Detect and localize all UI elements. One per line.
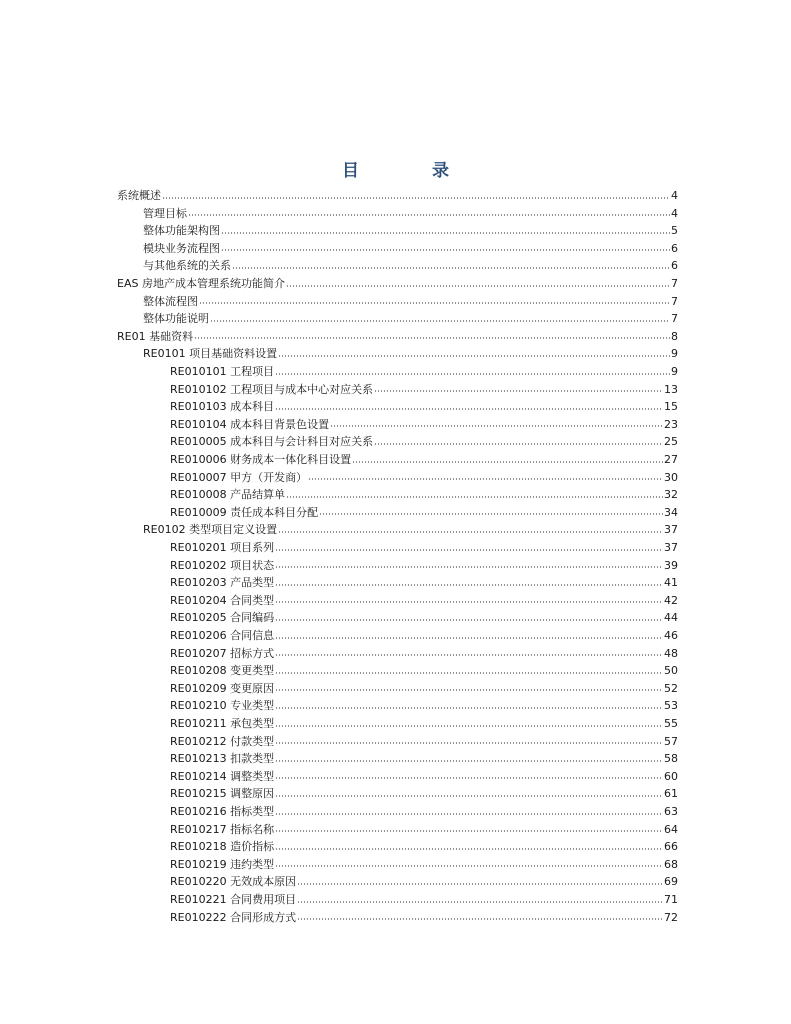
toc-entry-title: 与其他系统的关系: [143, 259, 231, 273]
toc-entry-title: RE010102 工程项目与成本中心对应关系: [170, 382, 374, 396]
toc-leader-dots: [275, 671, 663, 675]
toc-entry-title: RE010217 指标名称: [170, 822, 275, 836]
toc-leader-dots: [319, 512, 663, 516]
toc-leader-dots: [275, 864, 663, 868]
toc-entry-page-number: 27: [664, 453, 678, 466]
toc-leader-dots: [275, 741, 663, 745]
toc-entry-title: RE010104 成本科目背景色设置: [170, 417, 330, 431]
toc-entry-page-number: 32: [664, 488, 678, 502]
toc-leader-dots: [275, 776, 663, 780]
toc-entry-title: RE010220 无效成本原因: [170, 875, 297, 889]
toc-entry[interactable]: [170, 680, 678, 698]
toc-entry-title: RE010213 扣款类型: [170, 752, 275, 766]
toc-entry-page-number: 15: [664, 400, 678, 414]
toc-entry-page-number: 61: [664, 787, 678, 801]
toc-leader-dots: [275, 407, 663, 411]
toc-entry-page-number: 72: [664, 910, 678, 924]
toc-leader-dots: [330, 424, 663, 428]
toc-entry-page-number: 57: [664, 734, 678, 748]
toc-entry-page-number: 8: [671, 329, 678, 343]
toc-entry-page-number: 9: [671, 347, 678, 361]
toc-entry[interactable]: [170, 574, 678, 592]
toc-leader-dots: [199, 301, 670, 305]
toc-entry-title: RE010205 合同编码: [170, 611, 275, 625]
toc-entry-page-number: 63: [664, 805, 678, 818]
toc-entry-title: RE0102 类型项目定义设置: [143, 523, 278, 537]
toc-entry-page-number: 30: [664, 470, 678, 484]
toc-leader-dots: [188, 213, 670, 217]
toc-entry[interactable]: [170, 768, 678, 786]
toc-entry[interactable]: [170, 645, 678, 663]
toc-leader-dots: [275, 847, 663, 851]
toc-entry-title: RE010202 项目状态: [170, 558, 275, 572]
toc-entry-page-number: 23: [664, 417, 678, 431]
toc-entry[interactable]: [170, 821, 678, 839]
toc-entry[interactable]: [170, 486, 678, 504]
toc-entry[interactable]: [170, 785, 678, 803]
toc-entry-title: RE010216 指标类型: [170, 805, 275, 818]
toc-entry[interactable]: [170, 697, 678, 715]
toc-entry-page-number: 9: [671, 365, 678, 378]
toc-entry[interactable]: [143, 293, 678, 311]
toc-leader-dots: [275, 600, 663, 604]
toc-leader-dots: [275, 794, 663, 798]
toc-entry-page-number: 13: [664, 382, 678, 396]
toc-entry-page-number: 71: [664, 893, 678, 906]
toc-leader-dots: [278, 354, 670, 358]
toc-leader-dots: [275, 829, 663, 833]
toc-entry[interactable]: [170, 381, 678, 399]
toc-entry[interactable]: [143, 240, 678, 258]
toc-entry-title: RE010204 合同类型: [170, 593, 275, 607]
toc-entry[interactable]: [143, 257, 678, 275]
toc-leader-dots: [297, 900, 663, 904]
toc-entry-page-number: 37: [664, 541, 678, 554]
toc-entry-page-number: 58: [664, 752, 678, 766]
toc-leader-dots: [194, 336, 670, 340]
page-title-char-1: 目: [342, 161, 359, 181]
toc-leader-dots: [221, 231, 670, 235]
toc-entry-title: RE010219 违约类型: [170, 857, 275, 871]
toc-entry[interactable]: [170, 592, 678, 610]
toc-entry-page-number: 39: [664, 558, 678, 572]
toc-entry-page-number: 52: [664, 681, 678, 695]
toc-leader-dots: [232, 266, 670, 270]
toc-leader-dots: [275, 583, 663, 587]
toc-entry[interactable]: [170, 891, 678, 909]
toc-entry-page-number: 50: [664, 664, 678, 678]
toc-entry[interactable]: [117, 187, 678, 205]
toc-entry-title: 系统概述: [117, 189, 161, 202]
toc-leader-dots: [286, 495, 663, 499]
toc-entry[interactable]: [170, 416, 678, 434]
toc-entry-title: 整体功能说明: [143, 312, 209, 326]
toc-entry-page-number: 6: [671, 259, 678, 273]
toc-leader-dots: [286, 284, 670, 288]
toc-entry-title: RE010212 付款类型: [170, 734, 275, 748]
toc-entry[interactable]: [117, 328, 678, 346]
toc-entry[interactable]: [170, 504, 678, 522]
toc-entry[interactable]: [170, 469, 678, 487]
toc-entry[interactable]: [170, 662, 678, 680]
toc-leader-dots: [210, 319, 670, 323]
toc-entry-title: RE010208 变更类型: [170, 664, 275, 678]
toc-entry-title: RE01 基础资料: [117, 329, 194, 343]
toc-entry[interactable]: [143, 521, 678, 539]
toc-entry-page-number: 44: [664, 611, 678, 625]
toc-entry-title: RE010201 项目系列: [170, 541, 275, 554]
toc-entry-title: RE010006 财务成本一体化科目设置: [170, 453, 352, 466]
toc-entry-title: RE010203 产品类型: [170, 576, 275, 590]
toc-entry-page-number: 7: [671, 312, 678, 326]
toc-entry-title: EAS 房地产成本管理系统功能简介: [117, 277, 285, 290]
toc-entry[interactable]: [170, 856, 678, 874]
toc-leader-dots: [275, 636, 663, 640]
toc-entry-title: RE010009 责任成本科目分配: [170, 505, 319, 519]
toc-entry-title: 模块业务流程图: [143, 241, 220, 255]
toc-entry-page-number: 7: [671, 294, 678, 308]
toc-leader-dots: [275, 618, 663, 622]
toc-entry-page-number: 6: [671, 241, 678, 255]
toc-entry[interactable]: [170, 909, 678, 927]
toc-entry[interactable]: [170, 363, 678, 381]
toc-entry-page-number: 25: [664, 435, 678, 449]
page-title-char-2: 录: [432, 161, 449, 181]
toc-entry-title: RE010008 产品结算单: [170, 488, 286, 502]
toc-entry[interactable]: [170, 609, 678, 627]
toc-entry[interactable]: [170, 715, 678, 733]
page-title: [0, 160, 791, 182]
toc-leader-dots: [275, 372, 670, 376]
toc-leader-dots: [275, 812, 663, 816]
toc-entry-title: RE010215 调整原因: [170, 787, 275, 801]
toc-leader-dots: [352, 460, 663, 464]
toc-entry-title: RE0101 项目基础资料设置: [143, 347, 278, 361]
toc-entry-title: RE010210 专业类型: [170, 699, 275, 713]
toc-entry-page-number: 5: [671, 224, 678, 238]
toc-entry-page-number: 37: [664, 523, 678, 537]
toc-entry-title: RE010214 调整类型: [170, 769, 275, 783]
toc-entry-title: RE010101 工程项目: [170, 365, 275, 378]
toc-leader-dots: [221, 248, 670, 252]
toc-entry[interactable]: [143, 310, 678, 328]
toc-entry-page-number: 60: [664, 769, 678, 783]
toc-entry-page-number: 46: [664, 629, 678, 642]
toc-leader-dots: [162, 196, 670, 200]
toc-leader-dots: [297, 882, 663, 886]
toc-leader-dots: [374, 442, 663, 446]
toc-entry-title: RE010007 甲方（开发商）: [170, 470, 308, 484]
toc-entry-page-number: 4: [671, 189, 678, 202]
toc-entry-page-number: 64: [664, 822, 678, 836]
toc-entry-page-number: 48: [664, 646, 678, 660]
toc-entry-title: RE010206 合同信息: [170, 629, 275, 642]
toc-entry[interactable]: [170, 433, 678, 451]
toc-entry[interactable]: [170, 398, 678, 416]
toc-leader-dots: [275, 759, 663, 763]
toc-leader-dots: [275, 706, 663, 710]
toc-entry[interactable]: [117, 275, 678, 293]
toc-leader-dots: [278, 530, 663, 534]
toc-entry-page-number: 66: [664, 840, 678, 854]
toc-entry-page-number: 4: [671, 206, 678, 220]
toc-leader-dots: [275, 653, 663, 657]
toc-leader-dots: [297, 917, 663, 921]
toc-leader-dots: [275, 724, 663, 728]
toc-entry[interactable]: [143, 222, 678, 240]
toc-entry-title: RE010222 合同形成方式: [170, 910, 297, 924]
toc-entry-page-number: 7: [671, 277, 678, 290]
toc-entry[interactable]: [170, 803, 678, 821]
toc-entry[interactable]: [170, 451, 678, 469]
toc-entry-page-number: 68: [664, 857, 678, 871]
toc-leader-dots: [374, 389, 663, 393]
toc-leader-dots: [308, 477, 663, 481]
toc-entry-title: 整体功能架构图: [143, 224, 220, 238]
toc-entry[interactable]: [170, 539, 678, 557]
toc-entry[interactable]: [170, 733, 678, 751]
toc-entry-title: RE010218 造价指标: [170, 840, 275, 854]
toc-leader-dots: [275, 565, 663, 569]
toc-entry-title: RE010211 承包类型: [170, 717, 275, 730]
toc-leader-dots: [275, 688, 663, 692]
toc-entry[interactable]: [170, 557, 678, 575]
toc-entry[interactable]: [170, 873, 678, 891]
toc-entry-page-number: 53: [664, 699, 678, 713]
toc-entry-title: 管理目标: [143, 206, 187, 220]
toc-entry-page-number: 42: [664, 593, 678, 607]
toc-entry-title: 整体流程图: [143, 294, 198, 308]
toc-entry-title: RE010207 招标方式: [170, 646, 275, 660]
toc-entry-page-number: 69: [664, 875, 678, 889]
toc-entry[interactable]: [143, 205, 678, 223]
toc-entry[interactable]: [170, 838, 678, 856]
toc-leader-dots: [275, 548, 663, 552]
toc-entry-page-number: 55: [664, 717, 678, 730]
toc-entry-page-number: 34: [664, 505, 678, 519]
toc-entry-title: RE010221 合同费用项目: [170, 893, 297, 906]
toc-entry-page-number: 41: [664, 576, 678, 590]
toc-entry[interactable]: [143, 345, 678, 363]
toc-entry[interactable]: [170, 750, 678, 768]
toc-entry-title: RE010209 变更原因: [170, 681, 275, 695]
toc-entry[interactable]: [170, 627, 678, 645]
toc-entry-title: RE010103 成本科目: [170, 400, 275, 414]
toc-entry-title: RE010005 成本科目与会计科目对应关系: [170, 435, 374, 449]
